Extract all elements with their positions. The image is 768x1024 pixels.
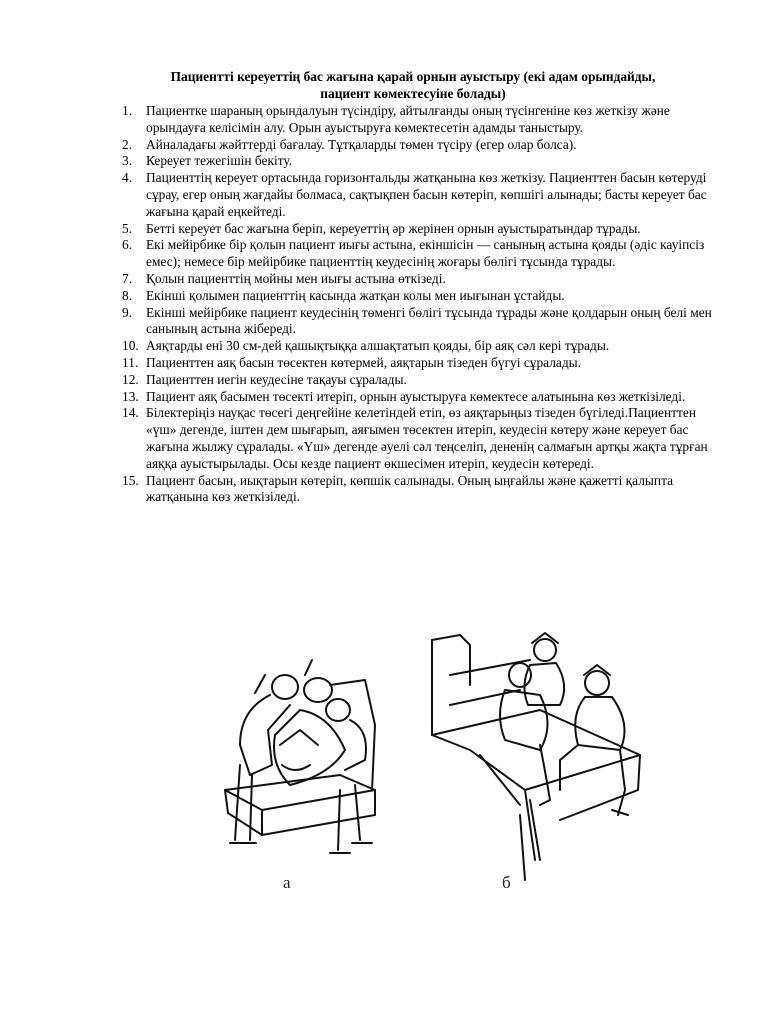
step-text: Айналадағы жәйттерді бағалау. Тұтқаларды төмен түсіру (егер олар болса). xyxy=(146,136,577,152)
step-text: Кереует тежегішін бекіту. xyxy=(146,153,293,169)
step-item xyxy=(122,153,712,170)
figure-b-caption: б xyxy=(502,873,511,892)
step-item xyxy=(122,355,712,372)
step-item xyxy=(122,473,712,507)
figure-b-drawing xyxy=(432,633,640,880)
step-item xyxy=(122,221,712,238)
step-item xyxy=(122,170,712,220)
title-line-1: Пациентті кереуеттің бас жағына қарай орнын ауыстыру (екі адам орындайды, xyxy=(170,69,656,84)
step-number: 5. xyxy=(122,220,133,236)
step-text: Аяқтарды ені 30 см-дей қашықтыққа алшақтатып қояды, бір аяқ сәл кері тұрады. xyxy=(146,338,610,354)
step-number: 13. xyxy=(122,388,139,404)
step-text: Білектеріңіз науқас төсегі деңгейіне келетіндей етіп, өз аяқтарыңыз тізеден бүгіледі.Пациенттен «үш» дегенде, іштен дем шығарып, аяғымен төсектен итеріп, кеудесін көтеру және кереует бас жағына жылжу сұралады. «Үш» дегенде әуелі сәл теңселіп, дененің салмағын артқы жақта тұрған аяққа ауыстырылады. Осы кезде пациент өкшесімен итеріп, кеудесін көтереді. xyxy=(146,405,708,471)
step-number: 1. xyxy=(122,103,133,118)
step-text: Пациент аяқ басымен төсекті итеріп, орнын ауыстыруға көмектесе алатынына көз жеткізіледі. xyxy=(146,388,686,404)
figure-a-caption: а xyxy=(283,873,291,892)
document-title xyxy=(120,68,706,102)
illustration-drawings xyxy=(0,615,768,915)
step-text: Пациенттен аяқ басын төсектен көтермей, аяқтарын тізеден бүгуі сұралады. xyxy=(146,354,581,370)
step-number: 3. xyxy=(122,153,133,169)
step-number: 7. xyxy=(122,270,133,286)
steps-list xyxy=(122,103,712,506)
step-number: 9. xyxy=(122,304,133,320)
step-text: Екі мейірбике бір қолын пациент иығы астына, екіншісін — санының астына қояды (әдіс кауіпсіз емес); немесе бір мейірбике пациенттің кеудесінің жоғары бөлігі тұсында тұрады. xyxy=(146,237,705,270)
figure-a-drawing xyxy=(225,660,375,853)
step-text: Бетті кереует бас жағына беріп, кереуеттің әр жерінен орнын ауыстыратындар тұрады. xyxy=(146,220,641,236)
step-text: Пациенттен иегін кеудесіне тақауы сұралады. xyxy=(146,371,407,387)
step-item xyxy=(122,389,712,406)
step-item xyxy=(122,288,712,305)
step-text: Пациентке шараның орындалуын түсіндіру, айтылғанды оның түсінгеніне көз жеткізу және орындауға келісімін алу. Орын ауыстыруға көмектесетін адамды таныстыру. xyxy=(146,103,670,135)
title-line-2: пациент көмектесуіне болады) xyxy=(320,86,506,101)
step-item xyxy=(122,137,712,154)
step-item xyxy=(122,338,712,355)
illustrations xyxy=(0,615,768,915)
step-number: 10. xyxy=(122,338,139,354)
step-number: 12. xyxy=(122,371,139,387)
step-number: 8. xyxy=(122,287,133,303)
step-item xyxy=(122,237,712,271)
step-item xyxy=(122,405,712,472)
step-text: Пациент басын, иықтарын көтеріп, көпшік салынады. Оның ыңғайлы және қажетті қалыпта жатқанына көз жеткізіледі. xyxy=(146,472,674,505)
step-text: Пациенттің кереует ортасында горизонтальды жатқанына көз жеткізу. Пациенттен басын көтеруді сұрау, егер оның жағдайы болмаса, сақтықпен басын көтеріп, көпшігі алынады; басты кереует бас жағына қарай еңкейтеді. xyxy=(146,170,707,219)
step-number: 15. xyxy=(122,472,139,488)
step-number: 4. xyxy=(122,170,133,186)
step-number: 11. xyxy=(122,354,139,370)
step-text: Екінші қолымен пациенттің касында жатқан колы мен иығынан ұстайды. xyxy=(146,287,565,303)
step-number: 14. xyxy=(122,405,139,421)
step-text: Екінші мейірбике пациент кеудесінің төменгі бөлігі тұсында тұрады және қолдарын оның белі мен санының астына жібереді. xyxy=(146,304,712,337)
step-number: 6. xyxy=(122,237,133,253)
step-item xyxy=(122,372,712,389)
step-text: Қолын пациенттің мойны мен иығы астына өткізеді. xyxy=(146,270,446,286)
step-number: 2. xyxy=(122,136,133,152)
step-item xyxy=(122,305,712,339)
step-item xyxy=(122,103,712,137)
step-item xyxy=(122,271,712,288)
